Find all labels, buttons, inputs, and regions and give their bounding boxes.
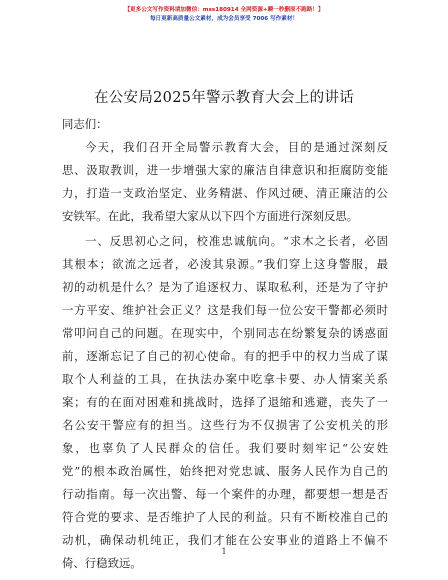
- paragraph-line: 行动指南。每一次出警、每一个案件的办理，都要想一想是否: [62, 487, 388, 501]
- paragraph-line: 初的动机是什么？是为了追逐权力、谋取私利，还是为了守护: [62, 280, 388, 294]
- paragraph-line: 其根本；欲流之远者，必浚其泉源。”我们穿上这身警服，最: [62, 257, 388, 271]
- paragraph-line: 一方平安、维护社会正义？这是我们每一位公安干警都必须时: [62, 303, 388, 317]
- paragraph-line: 思、汲取教训，进一步增强大家的廉洁自律意识和拒腐防变能: [62, 163, 388, 177]
- paragraph-line: 一、反思初心之问，校准忠诚航向。“求木之长者，必固: [85, 234, 388, 248]
- paragraph-line: 今天，我们召开全局警示教育大会，目的是通过深刻反: [85, 140, 388, 154]
- paragraph-line: 倚、行稳致远。: [62, 556, 142, 570]
- paragraph-line: 常叩问自己的问题。在现实中，个别同志在纷繁复杂的诱惑面: [62, 326, 388, 340]
- paragraph-line: 符合党的要求、是否维护了人民的利益。只有不断校准自己的: [62, 510, 388, 524]
- banner-line-1: 【更多公文写作资料请加微信：mss180914 全网资源+瞬一秒删原不跑路！】: [124, 7, 324, 13]
- page-number: 1: [221, 547, 227, 556]
- paragraph-line: 力，打造一支政治坚定、业务精湛、作风过硬、清正廉洁的公: [62, 186, 388, 200]
- paragraph-line: 前，逐渐忘记了自己的初心使命。有的把手中的权力当成了谋: [62, 349, 388, 363]
- salutation: 同志们：: [62, 117, 108, 131]
- paragraph-line: 党”的根本政治属性，始终把对党忠诚、服务人民作为自己的: [62, 464, 388, 478]
- document-body: [62, 113, 388, 575]
- paragraph-line: 动机，确保动机纯正，我们才能在公安事业的道路上不偏不: [62, 533, 388, 547]
- document-title: 在公安局2025年警示教育大会上的讲话: [93, 90, 355, 106]
- paragraph-2: [62, 230, 388, 575]
- paragraph-line: 象，也辜负了人民群众的信任。我们要时刻牢记“公安姓: [62, 441, 388, 455]
- promo-banner: [0, 6, 448, 24]
- paragraph-1: [62, 136, 388, 228]
- paragraph-line: 取个人利益的工具，在执法办案中吃拿卡要、办人情案关系: [62, 372, 388, 386]
- paragraph-line: 名公安干警应有的担当。这些行为不仅损害了公安机关的形: [62, 418, 388, 432]
- banner-line-2: 每日更新高质量公文素材，成为会员享受 7006 写作素材！: [149, 16, 299, 22]
- paragraph-line: 案；有的在面对困难和挑战时，选择了退缩和逃避，丧失了一: [62, 395, 388, 409]
- paragraph-line: 安铁军。在此，我希望大家从以下四个方面进行深刻反思。: [62, 209, 359, 223]
